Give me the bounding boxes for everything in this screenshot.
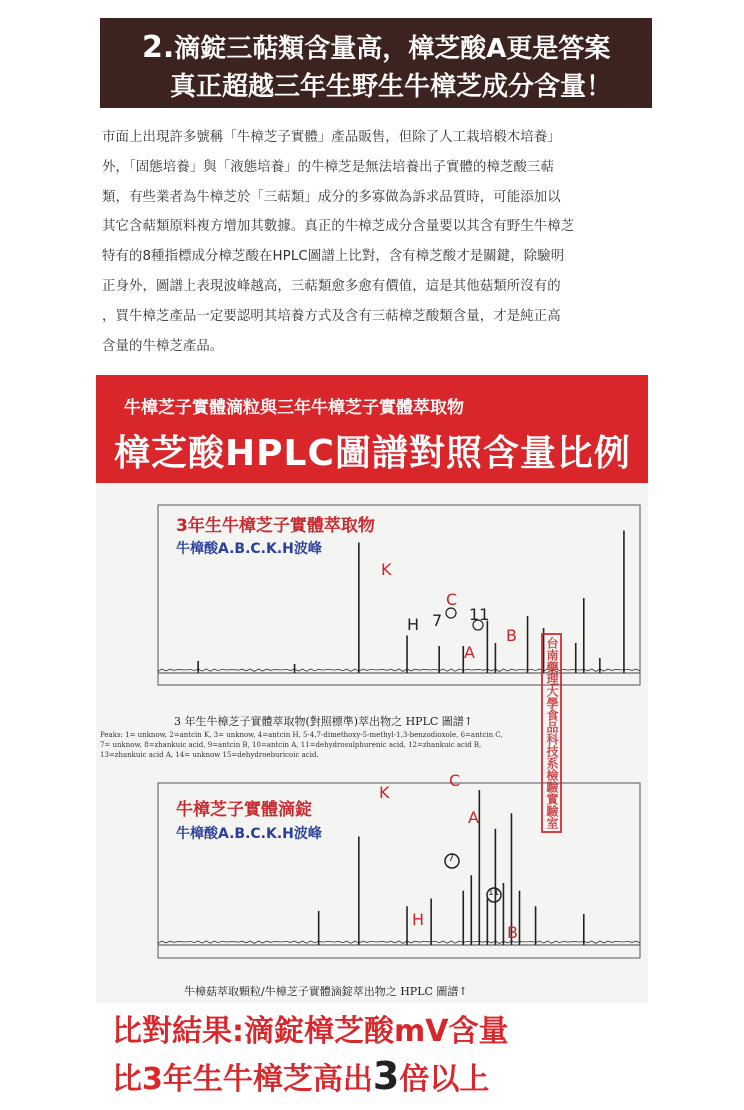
- body-line: 含量的牛樟芝產品。: [102, 338, 224, 354]
- banner-title: 樟芝酸HPLC圖譜對照含量比例: [114, 433, 631, 474]
- section-title-line-1: [142, 28, 610, 65]
- chart1-peak7-marker: [446, 608, 456, 618]
- banner-subtitle: 牛樟芝子實體滴粒與三年牛樟芝子實體萃取物: [124, 398, 464, 418]
- chart2-baseline-noise: [158, 941, 640, 944]
- chart1-subtitle: 牛樟酸A.B.C.K.H波峰: [176, 541, 322, 557]
- section-title-line-2: 真正超越三年生野生牛樟芝成分含量！: [170, 72, 613, 102]
- body-line: ，買牛樟芝產品一定要認明其培養方式及含有三萜樟芝酸類含量，才是純正高: [102, 308, 561, 324]
- body-paragraph: [102, 123, 650, 361]
- peaks-legend-line: 7= unknow, 8=zhankuic acid, 9=antcin B, 10=antcin A, 11=dehydrosulphurenic acid, 12=zhankuic acid B,: [100, 741, 482, 749]
- chart1-peak-h: H: [407, 615, 420, 634]
- chart2-peak-7: 7: [448, 853, 455, 864]
- chart1-title: 3年生牛樟芝子實體萃取物: [176, 516, 375, 536]
- chart2-peak-a: A: [468, 808, 479, 827]
- body-line: 正身外，圖譜上表現波峰越高，三萜類愈多愈有價值，這是其他菇類所沒有的: [102, 278, 561, 294]
- section-title-banner: [100, 18, 652, 108]
- body-line: 市面上出現許多號稱「牛樟芝子實體」產品販售，但除了人工栽培椴木培養」: [102, 130, 561, 145]
- hplc-banner: [96, 375, 648, 483]
- peaks-legend-line: 13=zhankuic acid A, 14= unknow 15=dehydroeburicoic acid.: [100, 751, 319, 759]
- body-line: 外，「固態培養」與「液態培養」的牛樟芝是無法培養出子實體的樟芝酸三萜: [102, 159, 554, 175]
- chart1-peaks-legend: [100, 730, 503, 760]
- body-line: 特有的8種指標成分樟芝酸在HPLC圖譜上比對，含有樟芝酸才是關鍵，除驗明: [102, 249, 565, 265]
- chart1-peak-b: B: [506, 626, 517, 645]
- body-line: 類，有些業者為牛樟芝於「三萜類」成分的多寡做為訴求品質時，可能添加以: [102, 189, 561, 205]
- chart2-peak-k: K: [379, 783, 390, 802]
- chart1-baseline-noise: [158, 669, 640, 672]
- hplc-scan-panel: [96, 483, 648, 1003]
- chart2-caption: 牛樟菇萃取顆粒/牛樟芝子實體滴錠萃出物之 HPLC 圖譜↑: [184, 985, 468, 998]
- chart1-peak-k: K: [381, 560, 392, 579]
- chart1-peak-a: A: [464, 643, 475, 662]
- chart2-peak-b: B: [507, 923, 518, 942]
- chart2-peak-11: 11: [488, 888, 500, 898]
- chart1-peak-11: 11: [469, 605, 490, 624]
- body-line: 其它含萜類原料複方增加其數據。真正的牛樟芝成分含量要以其含有野生牛樟芝: [102, 219, 575, 235]
- chart2-subtitle: 牛樟酸A.B.C.K.H波峰: [176, 826, 322, 842]
- conclusion-number: 3: [372, 1054, 400, 1098]
- chart2-peak-h: H: [412, 910, 425, 929]
- conclusion-line-1: 比對結果:滴錠樟芝酸mV含量: [112, 1014, 509, 1049]
- conclusion-line-2: [112, 1054, 489, 1098]
- chart2-title: 牛樟芝子實體滴錠: [176, 800, 312, 820]
- chart2-peak-c: C: [449, 771, 461, 790]
- conclusion-prefix: 比3年生牛樟芝高出: [112, 1062, 373, 1097]
- section-number: 2.: [142, 30, 175, 65]
- title-text-1: 滴錠三萜類含量高，樟芝酸A更是答案: [174, 34, 611, 64]
- lab-stamp: 台南藥理大學食品科技系檢驗實驗室: [541, 633, 562, 833]
- chart1-peak-c: C: [446, 590, 458, 609]
- peaks-legend-line: Peaks: 1= unknow, 2=antcin K, 3= unknow, 4=antcin H, 5-4,7-dimethoxy-5-methyl-1,3-benzodioxole, 6=antcin C,: [100, 731, 503, 739]
- chart1-caption: 3 年生牛樟芝子實體萃取物(對照標準)萃出物之 HPLC 圖譜↑: [174, 715, 474, 728]
- chart1-peak-7: 7: [432, 611, 443, 630]
- conclusion-suffix: 倍以上: [399, 1062, 490, 1097]
